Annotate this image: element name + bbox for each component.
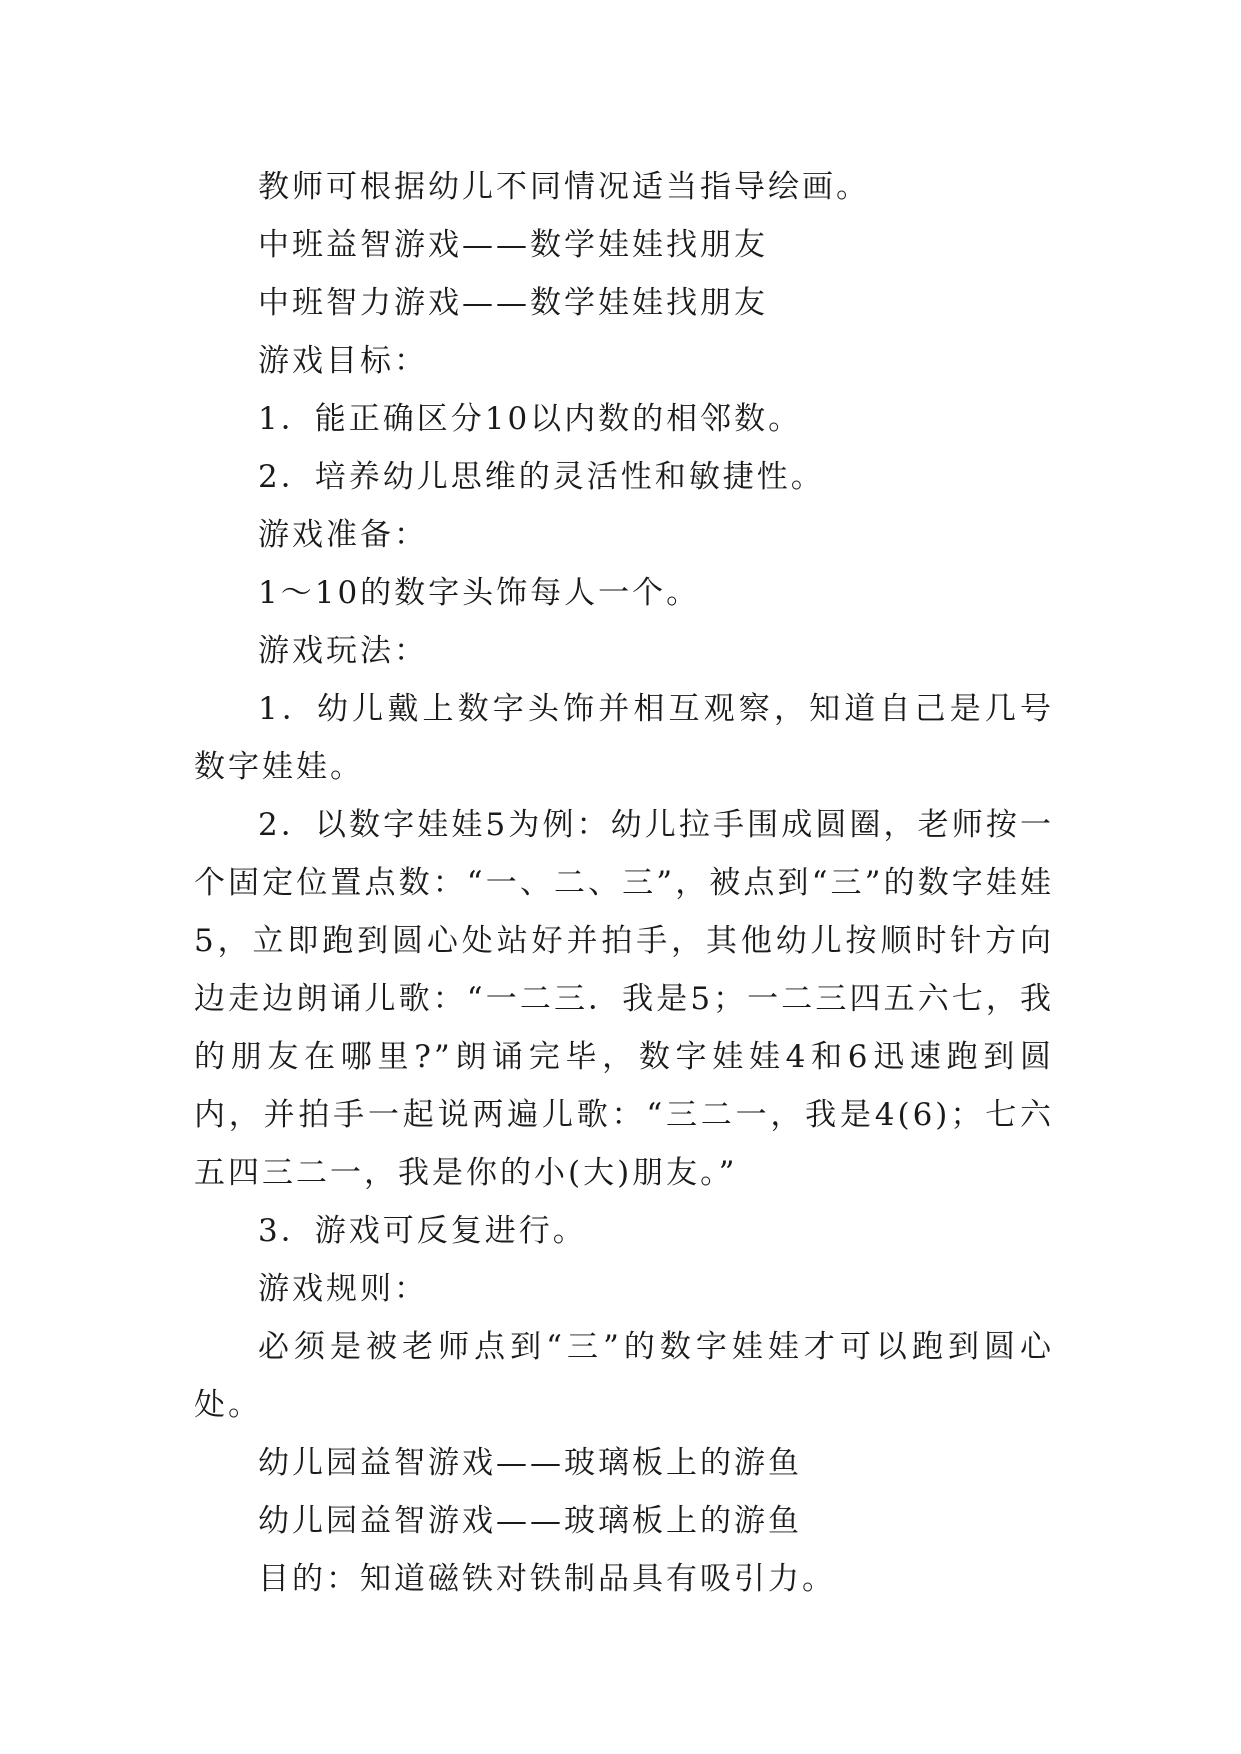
paragraph-game-title-4: 幼儿园益智游戏——玻璃板上的游鱼 [258, 1503, 802, 1539]
paragraph-gameplay-1: 1．幼儿戴上数字头饰并相互观察，知道自己是几号数字娃娃。 [194, 691, 1054, 785]
paragraph-game-title-3: 幼儿园益智游戏——玻璃板上的游鱼 [258, 1445, 802, 1481]
paragraph-gameplay-2: 2．以数字娃娃5为例：幼儿拉手围成圆圈，老师按一个固定位置点数：“一、二、三”，被点到“三”的数字娃娃5，立即跑到圆心处站好并拍手，其他幼儿按顺时针方向边走边朗诵儿歌：“一二三．我是5；一二三四五六七，我的朋友在哪里?”朗诵完毕，数字娃娃4和6迅速跑到圆内，并拍手一起说两遍儿歌：“三二一，我是4(6)；七六五四三二一，我是你的小(大)朋友。” [194, 807, 1054, 1191]
paragraph-heading-rules: 游戏规则： [258, 1271, 428, 1307]
paragraph-heading-preparation: 游戏准备： [258, 517, 428, 553]
document-body [194, 158, 1054, 1608]
paragraph-heading-goals: 游戏目标： [258, 343, 428, 379]
paragraph-game-title-1: 中班益智游戏——数学娃娃找朋友 [258, 227, 768, 263]
paragraph-rule: 必须是被老师点到“三”的数字娃娃才可以跑到圆心处。 [194, 1329, 1054, 1423]
paragraph-goal-1: 1．能正确区分10以内数的相邻数。 [258, 401, 803, 437]
paragraph-heading-gameplay: 游戏玩法： [258, 633, 428, 669]
paragraph-preparation: 1～10的数字头饰每人一个。 [258, 575, 701, 611]
paragraph-goal-2: 2．培养幼儿思维的灵活性和敏捷性。 [258, 459, 825, 495]
paragraph-game-title-2: 中班智力游戏——数学娃娃找朋友 [258, 285, 768, 321]
paragraph-purpose: 目的：知道磁铁对铁制品具有吸引力。 [258, 1561, 836, 1597]
paragraph-drawing-guidance: 教师可根据幼儿不同情况适当指导绘画。 [258, 169, 870, 205]
paragraph-gameplay-3: 3．游戏可反复进行。 [258, 1213, 587, 1249]
